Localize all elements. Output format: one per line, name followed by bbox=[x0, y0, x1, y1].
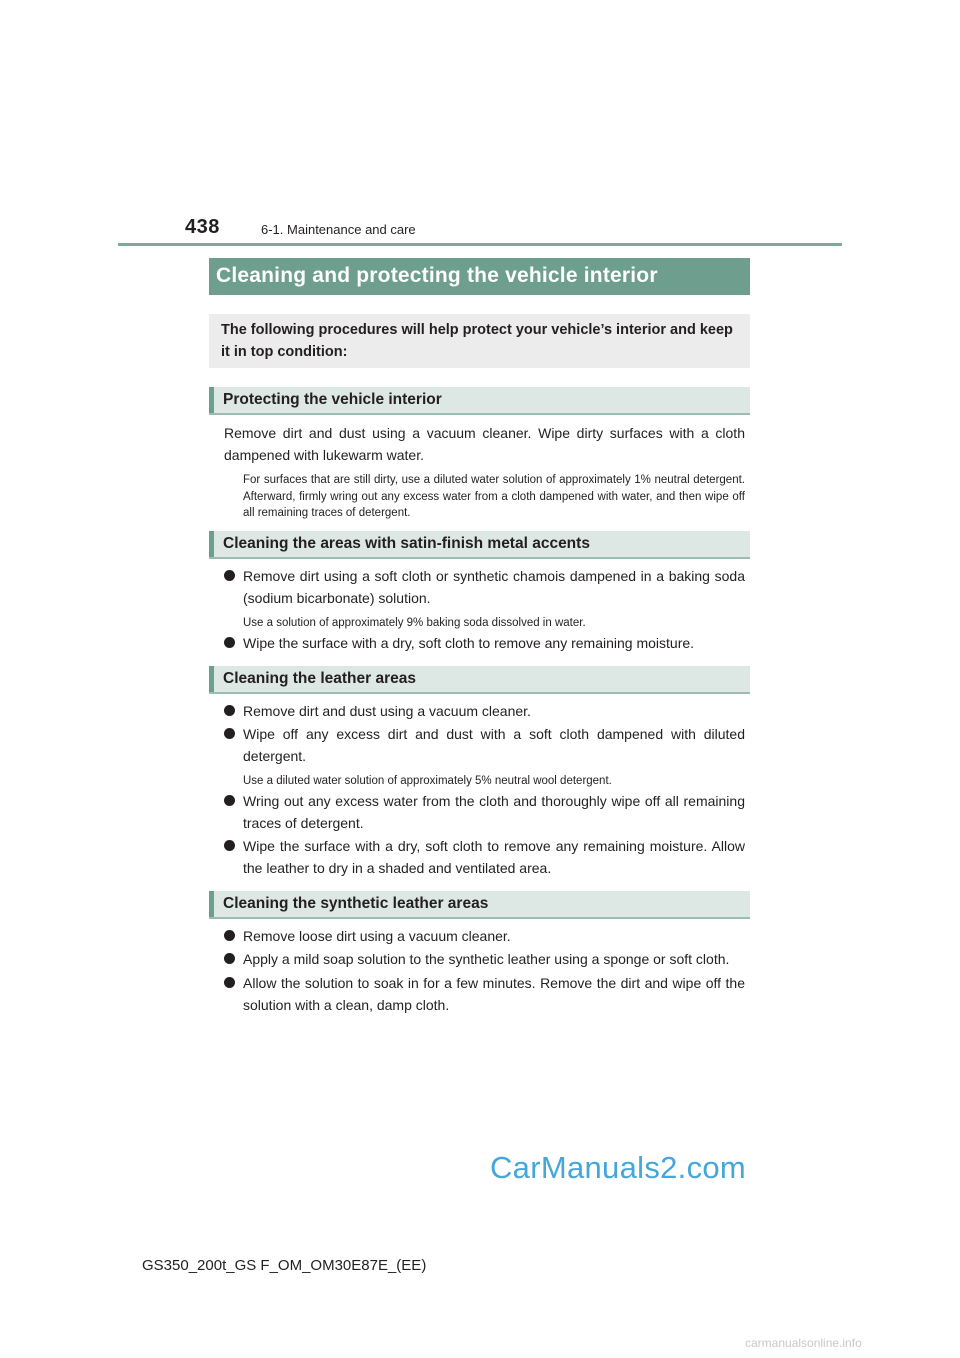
site-watermark: carmanualsonline.info bbox=[745, 1336, 862, 1350]
section-heading-label: Cleaning the areas with satin-finish metal accents bbox=[223, 535, 590, 552]
section-heading-label: Cleaning the synthetic leather areas bbox=[223, 895, 489, 912]
section-note: For surfaces that are still dirty, use a diluted water solution of approximately 1% neutral detergent. Afterward, firmly wring out any excess water from a cloth dampened with water, and then wipe off all remaining traces of detergent. bbox=[243, 474, 745, 519]
section-heading-label: Cleaning the leather areas bbox=[223, 670, 416, 687]
list-item bbox=[224, 972, 745, 1016]
bullet-icon bbox=[224, 570, 235, 581]
bullet-icon bbox=[224, 953, 235, 964]
section-note: Use a solution of approximately 9% baking soda dissolved in water. bbox=[243, 617, 586, 629]
section-heading-leather bbox=[209, 666, 750, 694]
list-item-text: Wipe off any excess dirt and dust with a soft cloth dampened with diluted detergent. bbox=[243, 726, 745, 764]
bullet-icon bbox=[224, 930, 235, 941]
list-item bbox=[224, 925, 745, 947]
list-item bbox=[224, 565, 745, 609]
list-item bbox=[224, 700, 745, 722]
section-reference: 6-1. Maintenance and care bbox=[261, 222, 416, 237]
list-item-text: Remove loose dirt using a vacuum cleaner. bbox=[243, 928, 511, 944]
list-item bbox=[224, 835, 745, 879]
page-title-bar bbox=[209, 258, 750, 295]
section-note: Use a diluted water solution of approximately 5% neutral wool detergent. bbox=[243, 775, 612, 787]
list-item-text: Wring out any excess water from the cloth and thoroughly wipe off all remaining traces of detergent. bbox=[243, 793, 745, 831]
list-item-text: Allow the solution to soak in for a few minutes. Remove the dirt and wipe off the solution with a clean, damp cloth. bbox=[243, 975, 745, 1013]
list-item bbox=[224, 790, 745, 834]
list-item-text: Remove dirt and dust using a vacuum cleaner. bbox=[243, 703, 531, 719]
footer-document-code: GS350_200t_GS F_OM_OM30E87E_(EE) bbox=[142, 1257, 427, 1274]
list-item-text: Wipe the surface with a dry, soft cloth to remove any remaining moisture. bbox=[243, 635, 695, 651]
bullet-icon bbox=[224, 705, 235, 716]
bullet-icon bbox=[224, 637, 235, 648]
section-heading-satin-metal bbox=[209, 531, 750, 559]
header-rule bbox=[118, 243, 842, 246]
page-title: Cleaning and protecting the vehicle interior bbox=[216, 264, 658, 287]
list-item-text: Wipe the surface with a dry, soft cloth to remove any remaining moisture. Allow the leather to dry in a shaded and ventilated area. bbox=[243, 838, 745, 876]
list-item-text: Apply a mild soap solution to the synthetic leather using a sponge or soft cloth. bbox=[243, 951, 730, 967]
section-heading-protecting-interior bbox=[209, 387, 750, 415]
list-item bbox=[224, 723, 745, 767]
watermark-logo: CarManuals2.com bbox=[490, 1150, 747, 1185]
bullet-icon bbox=[224, 728, 235, 739]
bullet-icon bbox=[224, 840, 235, 851]
list-item bbox=[224, 632, 745, 654]
intro-text: The following procedures will help protect your vehicle’s interior and keep it in top condition: bbox=[221, 322, 733, 360]
section-heading-synthetic-leather bbox=[209, 891, 750, 919]
bullet-icon bbox=[224, 795, 235, 806]
section-paragraph: Remove dirt and dust using a vacuum cleaner. Wipe dirty surfaces with a cloth dampened with lukewarm water. bbox=[224, 425, 745, 463]
bullet-icon bbox=[224, 977, 235, 988]
list-item bbox=[224, 948, 745, 970]
section-heading-label: Protecting the vehicle interior bbox=[223, 391, 442, 408]
page-number: 438 bbox=[185, 216, 220, 238]
list-item-text: Remove dirt using a soft cloth or synthetic chamois dampened in a baking soda (sodium bicarbonate) solution. bbox=[243, 568, 745, 606]
intro-box bbox=[209, 314, 750, 368]
